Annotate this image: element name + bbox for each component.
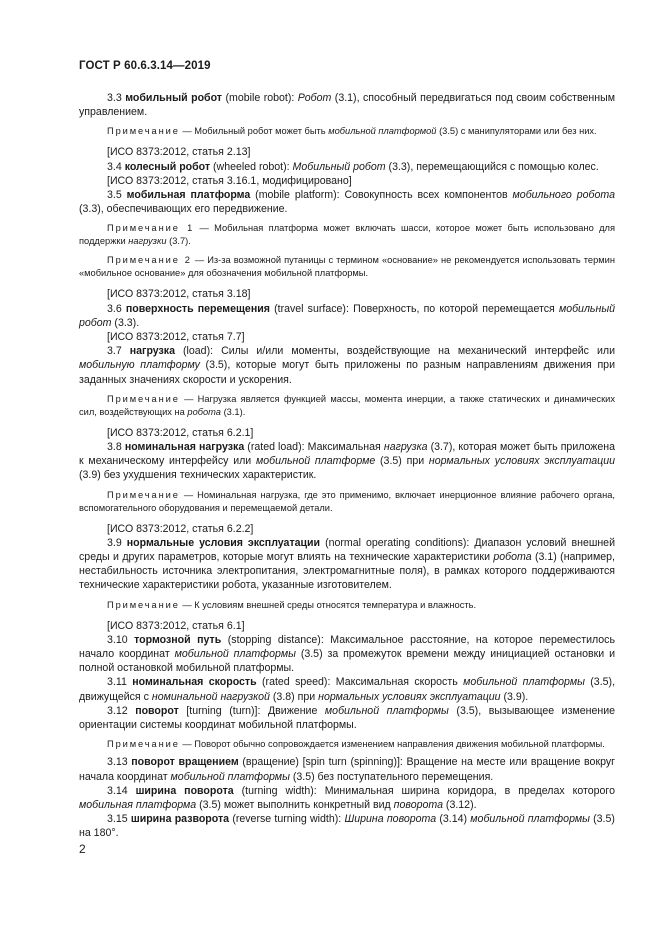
term-3-6: 3.6 поверхность перемещения (travel surface): Поверхность, по которой перемещается мобильный робот (3.3). <box>79 302 616 329</box>
term-3-10: 3.10 тормозной путь (stopping distance): Максимальное расстояние, на которое переместилось начало координат мобильной платформы (3.5) за промежуток времени между инициацией остановки и полной остановкой мобильной платформы. <box>79 633 616 675</box>
term-name: ширина поворота <box>135 784 234 797</box>
term-3-5: 3.5 мобильная платформа (mobile platform): Совокупность всех компонентов мобильного робота (3.3), обеспечивающих его передвижение. <box>79 189 615 216</box>
note-label: Примечание 1 <box>107 223 195 234</box>
note-3-5-1: Примечание 1 — Мобильная платформа может включать шасси, которое может быть использовано для поддержки нагрузки (3.7). <box>79 223 615 247</box>
term-3-9: 3.9 нормальные условия эксплуатации (normal operating conditions): Диапазон условий внешней среды и других параметров, которые могут влиять на технические характеристики робота (3.1) (например, нестабильность источника электропитания, электромагнитные поля), в рамках которого поддерживаются технические характеристики робота, указанные изготовителем. <box>79 536 615 592</box>
note-label: Примечание 2 <box>107 255 192 266</box>
term-3-8: 3.8 номинальная нагрузка (rated load): Максимальная нагрузка (3.7), которая может быть приложена к механическому интерфейсу или мобильной платформе (3.5) при нормальных условиях эксплуатации (3.9) без ухудшения технических характеристик. <box>79 441 616 482</box>
source-3-7: [ИСО 8373:2012, статья 6.2.1] <box>107 426 254 439</box>
term-name: тормозной путь <box>134 633 222 646</box>
note-3-3: Примечание — Мобильный робот может быть мобильной платформой (3.5) с манипуляторами или без них. <box>107 126 597 137</box>
term-name: поворот <box>135 704 179 717</box>
term-name: номинальная нагрузка <box>124 441 245 454</box>
note-3-7: Примечание — Нагрузка является функцией массы, момента инерции, а также статических и динамических сил, воздействующих на робота (3.1). <box>79 393 615 417</box>
term-reference: Робот <box>297 92 332 104</box>
standard-header: ГОСТ Р 60.6.3.14—2019 <box>79 60 211 72</box>
note-3-9: Примечание — К условиям внешней среды относятся температура и влажность. <box>107 599 477 610</box>
note-label: Примечание <box>107 739 180 750</box>
term-3-7: 3.7 нагрузка (load): Силы и/или моменты, воздействующие на механический интерфейс или мобильную платформу (3.5), которые могут быть приложены по разным направлениям движения при заданных значениях скорости и ускорения. <box>79 345 615 386</box>
source-3-3: [ИСО 8373:2012, статья 2.13] <box>107 146 251 159</box>
note-label: Примечание <box>107 489 180 500</box>
source-3-6: [ИСО 8373:2012, статья 7.7] <box>107 331 245 344</box>
term-3-15: 3.15 ширина разворота (reverse turning width): Ширина поворота (3.14) мобильной платформы (3.5) на 180°. <box>79 813 615 840</box>
term-name: ширина разворота <box>130 813 230 826</box>
term-3-13: 3.13 поворот вращением (вращение) [spin turn (spinning)]: Вращение на месте или вращение вокруг начала координат мобильной платформы (3.5) без поступательного перемещения. <box>79 756 616 783</box>
term-name: нормальные условия эксплуатации <box>126 536 321 549</box>
term-english: (mobile robot): <box>225 92 295 104</box>
source-3-9: [ИСО 8373:2012, статья 6.1] <box>107 619 245 632</box>
term-3-4: 3.4 колесный робот (wheeled robot): Мобильный робот (3.3), перемещающийся с помощью колес. <box>107 160 599 173</box>
note-3-5-2: Примечание 2 — Из-за возможной путаницы с термином «основание» не рекомендуется использовать термин «мобильное основание» для обозначения мобильной платформы. <box>79 255 615 279</box>
document-body <box>79 91 615 841</box>
term-3-12: 3.12 поворот [turning (turn)]: Движение мобильной платформы (3.5), вызывающее изменение ориентации системы координат мобильной платформы. <box>79 704 616 732</box>
term-name: поворот вращением <box>131 756 239 769</box>
term-3-11: 3.11 номинальная скорость (rated speed): Максимальная скорость мобильной платформы (3.5), движущейся с номинальной нагрузкой (3.8) при нормальных условиях эксплуатации (3.9). <box>79 676 616 703</box>
source-3-5: [ИСО 8373:2012, статья 3.18] <box>107 288 251 301</box>
term-name: поверхность перемещения <box>125 302 270 315</box>
note-label: Примечание <box>107 393 180 404</box>
term-name: номинальная скорость <box>132 676 257 689</box>
term-definition: (3.1), способный передвигаться под своим собственным управлением. <box>79 92 616 119</box>
source-3-8: [ИСО 8373:2012, статья 6.2.2] <box>107 522 254 535</box>
term-name: мобильный робот <box>125 92 222 104</box>
term-3-3 <box>79 91 615 119</box>
note-label: Примечание <box>107 126 180 137</box>
source-3-4: [ИСО 8373:2012, статья 3.16.1, модифицировано] <box>107 174 352 187</box>
page-number: 2 <box>79 842 86 856</box>
term-name: нагрузка <box>129 345 175 358</box>
term-name: мобильная платформа <box>126 189 251 202</box>
term-number: 3.3 <box>107 92 122 104</box>
term-3-14: 3.14 ширина поворота (turning width): Минимальная ширина коридора, в пределах которого мобильная платформа (3.5) может выполнить конкретный вид поворота (3.12). <box>79 784 615 811</box>
note-label: Примечание <box>107 599 180 610</box>
note-3-12: Примечание — Поворот обычно сопровождается изменением направления движения мобильной платформы. <box>107 739 605 750</box>
term-name: колесный робот <box>124 160 211 173</box>
note-3-8: Примечание — Номинальная нагрузка, где это применимо, включает инерционное влияние рабочего органа, вспомогательного оборудования и перемещаемой детали. <box>79 489 615 513</box>
